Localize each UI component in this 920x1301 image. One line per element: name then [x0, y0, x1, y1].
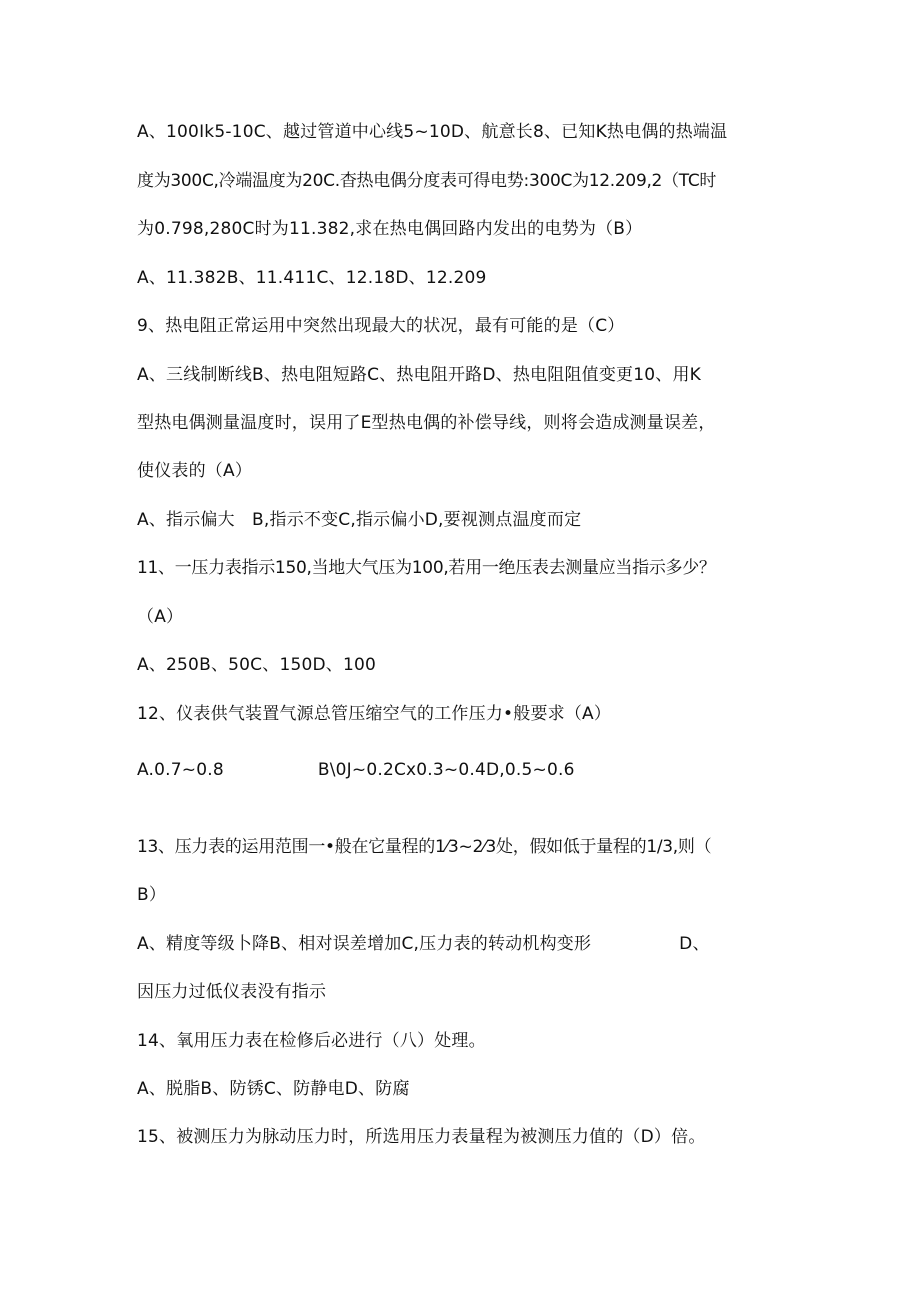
- text-line-11: （A）: [137, 607, 184, 627]
- text-line-18: 因压力过低仪表没有指示: [137, 982, 327, 1002]
- text-line-10: 11、一压力表指示150,当地大气压为100,若用一绝压表去测量应当指示多少？: [137, 558, 716, 578]
- text-line-16: B）: [137, 885, 167, 905]
- text-line-6: A、三线制断线B、热电阻短路C、热电阻开路D、热电阻阻值变更10、用K: [137, 365, 702, 385]
- text-line-21: 15、被测压力为脉动压力时，所选用压力表量程为被测压力值的（D）倍。: [137, 1127, 706, 1147]
- options-a-c-text: A、精度等级卜降B、相对误差增加C,压力表的转动机构变形: [137, 934, 592, 954]
- text-line-3: 为0.798,280C时为11.382,求在热电偶回路内发出的电势为（B）: [137, 219, 643, 239]
- text-line-17: [137, 933, 797, 955]
- text-line-12: A、250B、50C、150D、100: [137, 655, 377, 675]
- text-line-13: 12、仪表供气装置气源总管压缩空气的工作压力•般要求（A）: [137, 704, 612, 724]
- option-a-text: A.0.7~0.8: [137, 760, 224, 780]
- text-line-19: 14、氧用压力表在检修后必进行（八）处理。: [137, 1031, 486, 1051]
- text-line-4: A、11.382B、11.411C、12.18D、12.209: [137, 268, 487, 288]
- text-line-14: [137, 759, 797, 781]
- text-line-15: 13、压力表的运用范围一•般在它量程的1⁄3~2⁄3处，假如低于量程的1/3,则（: [137, 837, 712, 857]
- text-line-7: 型热电偶测量温度时，误用了E型热电偶的补偿导线，则将会造成测量误差，: [137, 413, 716, 433]
- text-line-9: A、指示偏大 B,指示不变C,指示偏小D,要视测点温度而定: [137, 510, 582, 530]
- text-line-20: A、脱脂B、防锈C、防静电D、防腐: [137, 1079, 410, 1099]
- text-line-5: 9、热电阻正常运用中突然出现最大的状况，最有可能的是（C）: [137, 316, 625, 336]
- text-line-1: A、100Ik5-10C、越过管道中心线5~10D、航意长8、已知K热电偶的热端温: [137, 122, 728, 142]
- options-b-d-text: B\0J~0.2Cx0.3~0.4D,0.5~0.6: [317, 760, 575, 780]
- option-d-label: D、: [679, 934, 710, 954]
- text-line-2: 度为300C,冷端温度为20C.杳热电偶分度表可得电势:300C为12.209,2（TC时: [137, 171, 717, 191]
- text-line-8: 使仪表的（A）: [137, 461, 253, 481]
